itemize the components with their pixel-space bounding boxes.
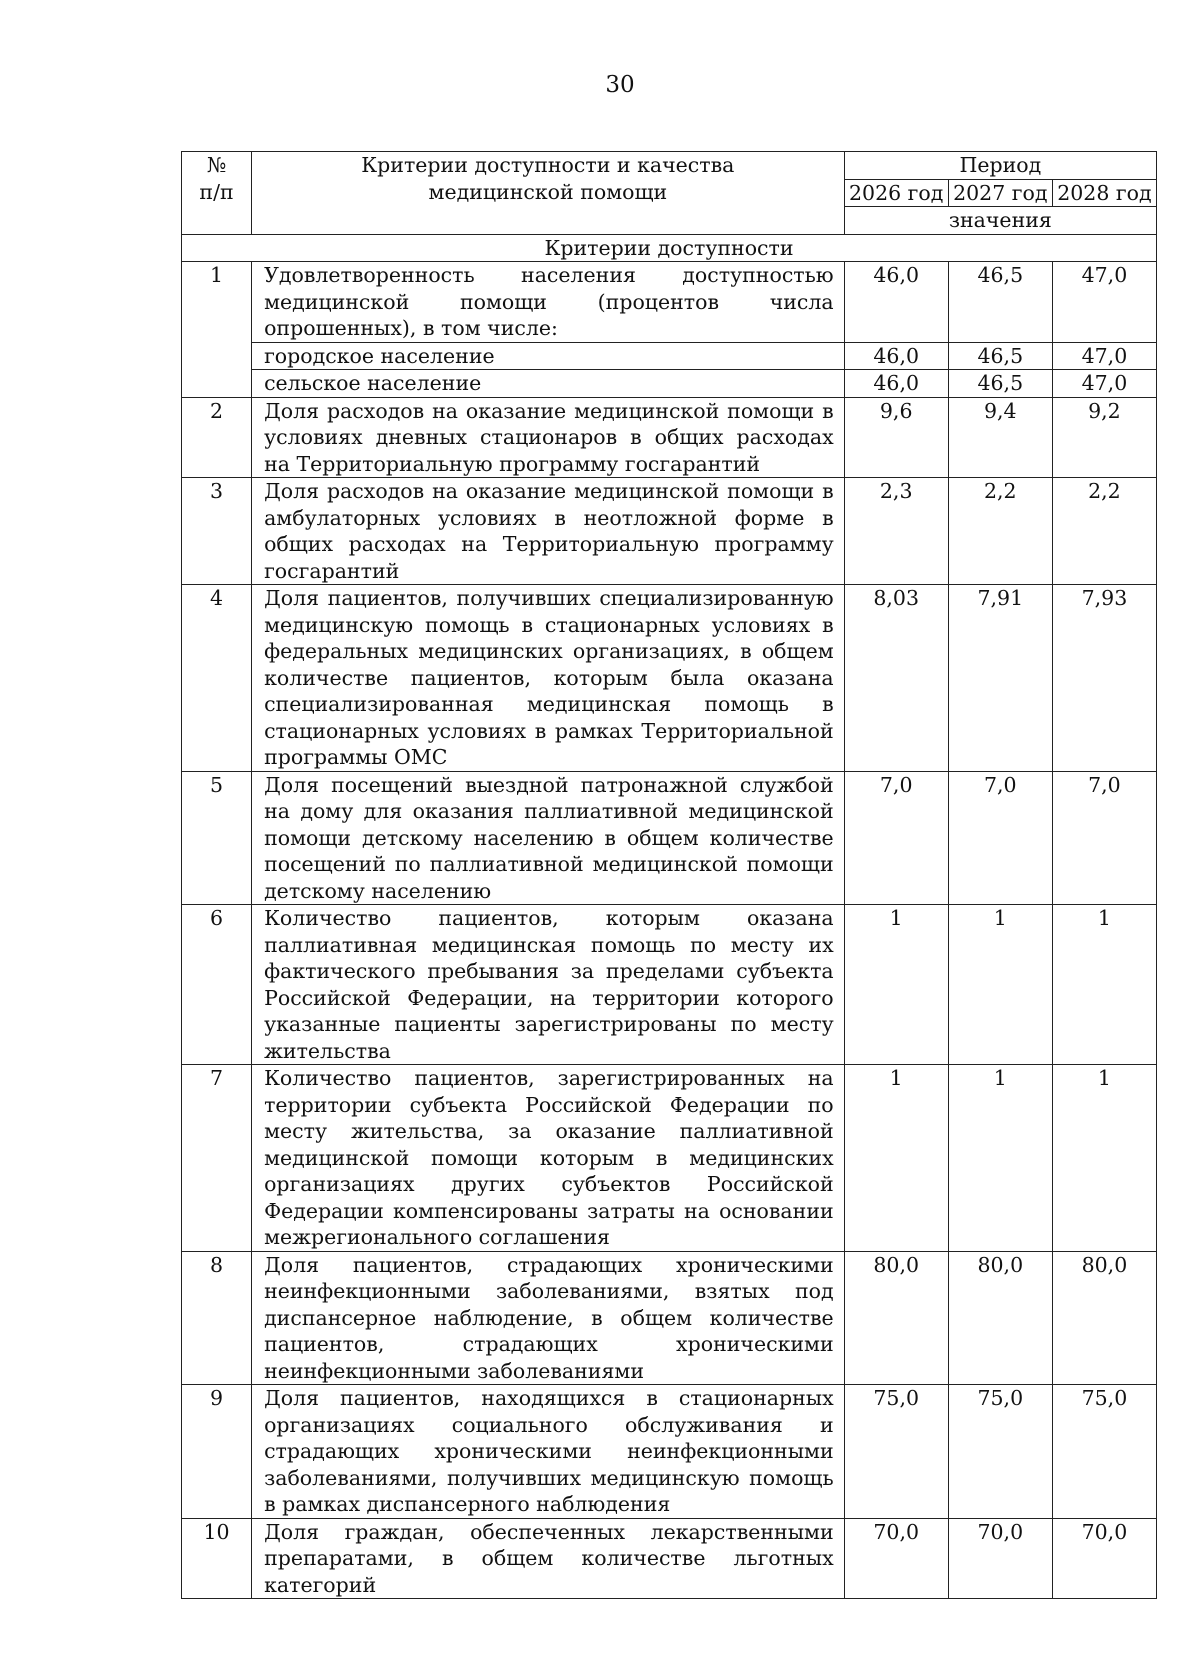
value-2027: 1	[948, 905, 1052, 1065]
row-number: 7	[182, 1065, 252, 1252]
value-2027: 46,5	[948, 370, 1052, 398]
value-2026: 46,0	[844, 370, 948, 398]
value-2026: 46,0	[844, 342, 948, 370]
value-2027: 70,0	[948, 1518, 1052, 1599]
year-header-2027: 2027 год	[948, 179, 1052, 207]
criteria-table	[181, 151, 1157, 1599]
criterion-name: городское население	[252, 342, 845, 370]
value-2028: 7,93	[1052, 585, 1156, 772]
table-row	[182, 1518, 1157, 1599]
value-2026: 8,03	[844, 585, 948, 772]
table-row	[182, 262, 1157, 343]
values-header: значения	[844, 207, 1156, 235]
value-2028: 80,0	[1052, 1251, 1156, 1385]
row-number: 1	[182, 262, 252, 343]
row-number: 6	[182, 905, 252, 1065]
value-2028: 1	[1052, 905, 1156, 1065]
row-number: 4	[182, 585, 252, 772]
row-number	[182, 370, 252, 398]
table-body	[182, 262, 1157, 1599]
criterion-name: Доля пациентов, страдающих хроническими неинфекционными заболеваниями, взятых под диспансерное наблюдение, в общем количестве пациентов, страдающих хроническими неинфекционными заболеваниями	[252, 1251, 845, 1385]
value-2027: 7,91	[948, 585, 1052, 772]
year-header-2028: 2028 год	[1052, 179, 1156, 207]
criterion-name: Количество пациентов, которым оказана паллиативная медицинская помощь по месту их фактического пребывания за пределами субъекта Российской Федерации, на территории которого указанные пациенты зарегистрированы по месту жительства	[252, 905, 845, 1065]
table-row	[182, 370, 1157, 398]
row-number: 2	[182, 397, 252, 478]
table-row	[182, 1065, 1157, 1252]
criterion-name: Количество пациентов, зарегистрированных на территории субъекта Российской Федерации по месту жительства, за оказание паллиативной медицинской помощи которым в медицинских организациях других субъектов Российской Федерации компенсированы затраты на основании межрегионального соглашения	[252, 1065, 845, 1252]
criterion-name: Доля пациентов, находящихся в стационарных организациях социального обслуживания и страдающих хроническими неинфекционными заболеваниями, получивших медицинскую помощь в рамках диспансерного наблюдения	[252, 1385, 845, 1519]
criterion-name: Доля расходов на оказание медицинской помощи в амбулаторных условиях в неотложной форме в общих расходах на Территориальную программу госгарантий	[252, 478, 845, 585]
table-row	[182, 771, 1157, 905]
criterion-name: Удовлетворенность населения доступностью медицинской помощи (процентов числа опрошенных), в том числе:	[252, 262, 845, 343]
value-2028: 7,0	[1052, 771, 1156, 905]
num-header-line1: №	[206, 153, 227, 177]
value-2028: 47,0	[1052, 370, 1156, 398]
criteria-header: Критерии доступности и качества медицинской помощи	[252, 152, 845, 235]
value-2027: 80,0	[948, 1251, 1052, 1385]
table-row	[182, 1251, 1157, 1385]
value-2026: 1	[844, 1065, 948, 1252]
table-row	[182, 1385, 1157, 1519]
row-number: 5	[182, 771, 252, 905]
value-2027: 1	[948, 1065, 1052, 1252]
criterion-name: Доля посещений выездной патронажной службой на дому для оказания паллиативной медицинской помощи детскому населению в общем количестве посещений по паллиативной медицинской помощи детскому населению	[252, 771, 845, 905]
value-2026: 9,6	[844, 397, 948, 478]
row-number	[182, 342, 252, 370]
value-2027: 46,5	[948, 342, 1052, 370]
value-2028: 75,0	[1052, 1385, 1156, 1519]
table-row	[182, 397, 1157, 478]
value-2026: 80,0	[844, 1251, 948, 1385]
value-2027: 9,4	[948, 397, 1052, 478]
table-row	[182, 905, 1157, 1065]
value-2026: 1	[844, 905, 948, 1065]
section-title: Критерии доступности	[182, 234, 1157, 262]
table-header	[182, 152, 1157, 262]
page-number: 30	[605, 72, 635, 98]
value-2028: 1	[1052, 1065, 1156, 1252]
row-number: 10	[182, 1518, 252, 1599]
value-2027: 7,0	[948, 771, 1052, 905]
value-2028: 9,2	[1052, 397, 1156, 478]
value-2028: 47,0	[1052, 342, 1156, 370]
row-number: 3	[182, 478, 252, 585]
value-2026: 75,0	[844, 1385, 948, 1519]
row-number: 8	[182, 1251, 252, 1385]
value-2028: 47,0	[1052, 262, 1156, 343]
value-2027: 75,0	[948, 1385, 1052, 1519]
criterion-name: Доля пациентов, получивших специализированную медицинскую помощь в стационарных условиях в федеральных медицинских организациях, в общем количестве пациентов, которым была оказана специализированная медицинская помощь в стационарных условиях в рамках Территориальной программы ОМС	[252, 585, 845, 772]
table-row	[182, 585, 1157, 772]
value-2028: 2,2	[1052, 478, 1156, 585]
criterion-name: Доля расходов на оказание медицинской помощи в условиях дневных стационаров в общих расходах на Территориальную программу госгарантий	[252, 397, 845, 478]
row-number: 9	[182, 1385, 252, 1519]
criterion-name: сельское население	[252, 370, 845, 398]
num-header	[182, 152, 252, 235]
value-2026: 7,0	[844, 771, 948, 905]
value-2026: 46,0	[844, 262, 948, 343]
year-header-2026: 2026 год	[844, 179, 948, 207]
criterion-name: Доля граждан, обеспеченных лекарственными препаратами, в общем количестве льготных категорий	[252, 1518, 845, 1599]
value-2026: 2,3	[844, 478, 948, 585]
num-header-line2: п/п	[199, 179, 234, 204]
value-2026: 70,0	[844, 1518, 948, 1599]
table-row	[182, 478, 1157, 585]
period-header: Период	[844, 152, 1156, 180]
value-2027: 46,5	[948, 262, 1052, 343]
value-2028: 70,0	[1052, 1518, 1156, 1599]
table-row	[182, 342, 1157, 370]
value-2027: 2,2	[948, 478, 1052, 585]
